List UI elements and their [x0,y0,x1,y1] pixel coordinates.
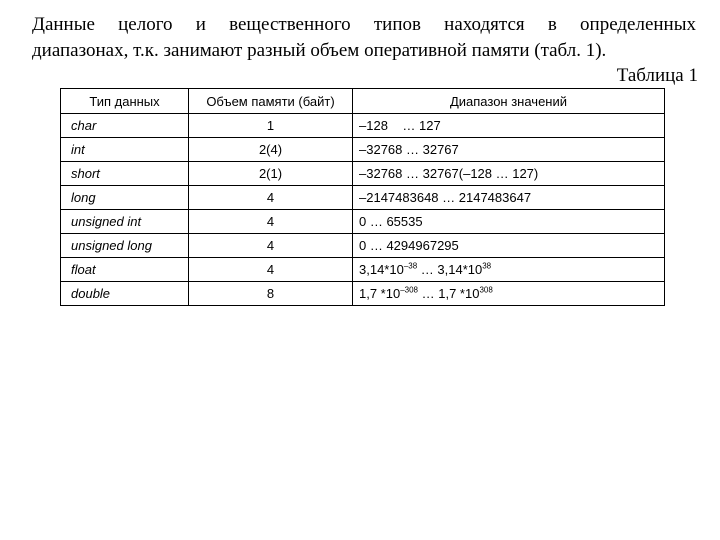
cell-size: 4 [189,210,353,234]
cell-type: unsigned long [61,234,189,258]
cell-range: –32768 … 32767(–128 … 127) [353,162,665,186]
cell-type: float [61,258,189,282]
cell-size: 8 [189,282,353,306]
cell-size: 4 [189,258,353,282]
intro-line-2: диапазонах, т.к. занимают разный объем оперативной памяти (табл. 1). [32,40,607,61]
cell-type: long [61,186,189,210]
intro-paragraph [32,12,696,64]
cell-size: 2(1) [189,162,353,186]
range-base-low: 1,7 *10 [359,286,401,301]
cell-size: 1 [189,114,353,138]
table-row [61,210,665,234]
range-base-high: … 1,7 *10 [418,286,480,301]
data-types-table-container [60,88,664,306]
range-base-low: 3,14*10 [359,262,404,277]
table-row [61,162,665,186]
table-caption: Таблица 1 [616,65,698,86]
cell-range: 0 … 4294967295 [353,234,665,258]
cell-type: unsigned int [61,210,189,234]
header-range: Диапазон значений [353,89,665,114]
table-header-row [61,89,665,114]
table-row [61,234,665,258]
cell-type: double [61,282,189,306]
cell-range: –2147483648 … 2147483647 [353,186,665,210]
range-exponent-low: –308 [400,285,418,295]
table-row [61,258,665,282]
cell-size: 4 [189,186,353,210]
data-types-table [60,88,665,306]
cell-range: –32768 … 32767 [353,138,665,162]
cell-range [353,282,665,306]
range-exponent-low: –38 [403,261,418,271]
range-exponent-high: 308 [479,285,493,295]
cell-size: 4 [189,234,353,258]
range-exponent-high: 38 [482,261,492,271]
intro-line-1: Данные целого и вещественного типов находятся в определенных [32,14,696,35]
cell-type: char [61,114,189,138]
table-row [61,138,665,162]
range-base-high: … 3,14*10 [417,262,483,277]
cell-range [353,258,665,282]
cell-range: –128 … 127 [353,114,665,138]
cell-type: short [61,162,189,186]
cell-type: int [61,138,189,162]
table-row [61,114,665,138]
header-size: Объем памяти (байт) [189,89,353,114]
cell-range: 0 … 65535 [353,210,665,234]
header-type: Тип данных [61,89,189,114]
cell-size: 2(4) [189,138,353,162]
table-row [61,186,665,210]
table-row [61,282,665,306]
